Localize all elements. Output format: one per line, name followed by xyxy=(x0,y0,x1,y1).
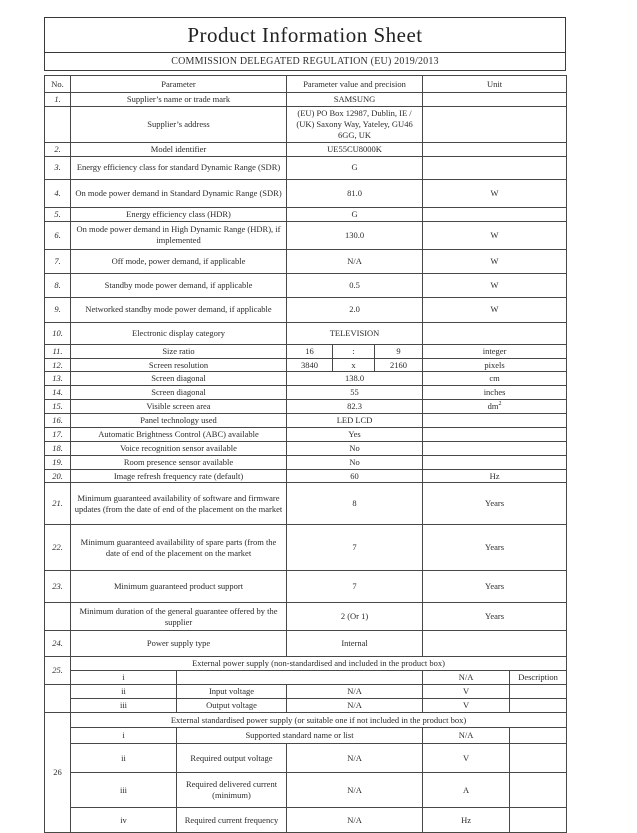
parameter-cell: On mode power demand in High Dynamic Range (HDR), if implemented xyxy=(71,221,287,249)
unit-cell: N/A xyxy=(423,728,510,744)
value-cell: 7 xyxy=(287,525,423,571)
row-no: 24. xyxy=(45,631,71,657)
unit-cell: cm xyxy=(423,372,567,386)
row-no: 21. xyxy=(45,483,71,525)
row-no: 22. xyxy=(45,525,71,571)
row-no: 7. xyxy=(45,249,71,273)
row-no: 23. xyxy=(45,571,71,603)
product-information-sheet xyxy=(44,17,566,833)
row-no: 25. xyxy=(45,657,71,685)
table-row xyxy=(45,142,567,156)
table-row xyxy=(45,483,567,525)
value-separator-cell: x xyxy=(333,358,375,372)
parameter-cell: Image refresh frequency rate (default) xyxy=(71,469,287,483)
parameter-cell: Automatic Brightness Control (ABC) available xyxy=(71,427,287,441)
regulation-banner: COMMISSION DELEGATED REGULATION (EU) 2019/2013 xyxy=(44,53,566,71)
table-row xyxy=(45,744,567,773)
value-cell: N/A xyxy=(287,808,423,833)
unit-cell xyxy=(423,441,567,455)
row-no: 20. xyxy=(45,469,71,483)
unit-cell: V xyxy=(423,699,510,713)
table-row xyxy=(45,455,567,469)
table-row xyxy=(45,344,567,358)
row-no xyxy=(45,685,71,713)
value-cell: N/A xyxy=(287,249,423,273)
unit-cell: W xyxy=(423,273,567,297)
parameter-cell: Standby mode power demand, if applicable xyxy=(71,273,287,297)
value-cell: 138.0 xyxy=(287,372,423,386)
value-cell: LED LCD xyxy=(287,414,423,428)
description-cell xyxy=(510,685,567,699)
value-cell: SAMSUNG xyxy=(287,93,423,107)
unit-cell: pixels xyxy=(423,358,567,372)
parameter-cell: Minimum guaranteed product support xyxy=(71,571,287,603)
table-row xyxy=(45,685,567,699)
description-header-cell: Description xyxy=(510,671,567,685)
table-row xyxy=(45,179,567,207)
row-no: 13. xyxy=(45,372,71,386)
section-25-header-row xyxy=(45,657,567,671)
parameter-cell: Electronic display category xyxy=(71,322,287,344)
roman-cell: ii xyxy=(71,744,177,773)
value-cell: 7 xyxy=(287,571,423,603)
row-no xyxy=(45,603,71,631)
table-row xyxy=(45,773,567,808)
value-part-cell: 2160 xyxy=(375,358,423,372)
value-cell: N/A xyxy=(287,744,423,773)
roman-cell: ii xyxy=(71,685,177,699)
roman-cell: iv xyxy=(71,808,177,833)
row-no: 2. xyxy=(45,142,71,156)
value-cell: N/A xyxy=(287,773,423,808)
unit-cell xyxy=(423,106,567,142)
parameter-cell: On mode power demand in Standard Dynamic Range (SDR) xyxy=(71,179,287,207)
parameter-cell: Screen diagonal xyxy=(71,372,287,386)
parameter-cell: Room presence sensor available xyxy=(71,455,287,469)
parameter-cell: Model identifier xyxy=(71,142,287,156)
table-row xyxy=(45,207,567,221)
unit-cell xyxy=(423,400,567,414)
row-no: 11. xyxy=(45,344,71,358)
table-row xyxy=(45,808,567,833)
column-header-value: Parameter value and precision xyxy=(287,76,423,93)
section-26-header-row xyxy=(45,713,567,728)
value-cell: N/A xyxy=(287,699,423,713)
unit-cell: integer xyxy=(423,344,567,358)
unit-cell: W xyxy=(423,297,567,322)
row-no: 19. xyxy=(45,455,71,469)
table-row xyxy=(45,297,567,322)
unit-superscript: 2 xyxy=(498,401,502,408)
unit-cell: Years xyxy=(423,483,567,525)
row-no: 12. xyxy=(45,358,71,372)
parameter-cell: Panel technology used xyxy=(71,414,287,428)
row-no: 16. xyxy=(45,414,71,428)
unit-cell xyxy=(423,142,567,156)
value-cell: UE55CU8000K xyxy=(287,142,423,156)
parameter-cell: Supplier’s name or trade mark xyxy=(71,93,287,107)
parameter-cell: Off mode, power demand, if applicable xyxy=(71,249,287,273)
value-separator-cell: : xyxy=(333,344,375,358)
unit-cell xyxy=(423,93,567,107)
value-cell: No xyxy=(287,441,423,455)
row-no: 14. xyxy=(45,386,71,400)
row-no: 5. xyxy=(45,207,71,221)
value-cell: Internal xyxy=(287,631,423,657)
table-row xyxy=(45,699,567,713)
value-cell: TELEVISION xyxy=(287,322,423,344)
unit-cell xyxy=(423,414,567,428)
table-row xyxy=(45,525,567,571)
unit-cell: N/A xyxy=(423,671,510,685)
table-row xyxy=(45,671,567,685)
page-title: Product Information Sheet xyxy=(44,17,566,53)
column-header-parameter: Parameter xyxy=(71,76,287,93)
table-row xyxy=(45,358,567,372)
unit-cell: W xyxy=(423,221,567,249)
unit-cell xyxy=(423,427,567,441)
unit-cell: inches xyxy=(423,386,567,400)
table-header-row xyxy=(45,76,567,93)
parameter-cell: Required current frequency xyxy=(177,808,287,833)
unit-cell: Years xyxy=(423,603,567,631)
value-cell: 81.0 xyxy=(287,179,423,207)
parameter-cell: Visible screen area xyxy=(71,400,287,414)
unit-cell: V xyxy=(423,744,510,773)
value-cell: 0.5 xyxy=(287,273,423,297)
unit-cell: W xyxy=(423,179,567,207)
parameter-cell: Voice recognition sensor available xyxy=(71,441,287,455)
parameter-cell: Supplier’s address xyxy=(71,106,287,142)
parameter-cell: Required output voltage xyxy=(177,744,287,773)
roman-cell: i xyxy=(71,671,177,685)
row-no xyxy=(45,106,71,142)
unit-cell: Hz xyxy=(423,469,567,483)
blank-cell xyxy=(177,671,423,685)
table-row xyxy=(45,386,567,400)
unit-cell xyxy=(423,455,567,469)
parameter-cell: Energy efficiency class (HDR) xyxy=(71,207,287,221)
section-header-cell: External standardised power supply (or suitable one if not included in the product box) xyxy=(71,713,567,728)
roman-cell: iii xyxy=(71,699,177,713)
unit-cell xyxy=(423,207,567,221)
row-no: 9. xyxy=(45,297,71,322)
value-cell: 55 xyxy=(287,386,423,400)
table-row xyxy=(45,273,567,297)
table-row xyxy=(45,93,567,107)
value-cell: 2 (Or 1) xyxy=(287,603,423,631)
description-cell xyxy=(510,699,567,713)
table-row xyxy=(45,106,567,142)
value-cell: G xyxy=(287,156,423,179)
value-cell: G xyxy=(287,207,423,221)
parameter-cell: Minimum guaranteed availability of spare parts (from the date of end of the placement on the market xyxy=(71,525,287,571)
unit-base: dm xyxy=(487,401,499,412)
parameter-cell: Size ratio xyxy=(71,344,287,358)
parameter-cell: Networked standby mode power demand, if applicable xyxy=(71,297,287,322)
value-part-cell: 3840 xyxy=(287,358,333,372)
row-no: 4. xyxy=(45,179,71,207)
row-no: 6. xyxy=(45,221,71,249)
row-no: 26 xyxy=(45,713,71,833)
table-row xyxy=(45,427,567,441)
parameter-cell: Input voltage xyxy=(177,685,287,699)
table-row xyxy=(45,322,567,344)
parameter-cell: Power supply type xyxy=(71,631,287,657)
value-cell: No xyxy=(287,455,423,469)
row-no: 8. xyxy=(45,273,71,297)
value-cell: 130.0 xyxy=(287,221,423,249)
row-no: 15. xyxy=(45,400,71,414)
value-cell: Yes xyxy=(287,427,423,441)
row-no: 10. xyxy=(45,322,71,344)
value-cell: 2.0 xyxy=(287,297,423,322)
product-info-table xyxy=(44,75,567,833)
value-cell: 60 xyxy=(287,469,423,483)
row-no: 3. xyxy=(45,156,71,179)
parameter-cell: Required delivered current (minimum) xyxy=(177,773,287,808)
unit-cell: Years xyxy=(423,571,567,603)
unit-cell xyxy=(423,322,567,344)
table-row xyxy=(45,571,567,603)
parameter-cell: Minimum duration of the general guarantee offered by the supplier xyxy=(71,603,287,631)
table-row xyxy=(45,469,567,483)
table-row xyxy=(45,400,567,414)
value-cell: 82.3 xyxy=(287,400,423,414)
table-row xyxy=(45,249,567,273)
table-row xyxy=(45,728,567,744)
value-cell: (EU) PO Box 12987, Dublin, IE / (UK) Saxony Way, Yateley, GU46 6GG, UK xyxy=(287,106,423,142)
value-cell: 8 xyxy=(287,483,423,525)
table-row xyxy=(45,221,567,249)
table-row xyxy=(45,414,567,428)
table-row xyxy=(45,156,567,179)
parameter-cell: Supported standard name or list xyxy=(177,728,423,744)
parameter-cell: Minimum guaranteed availability of software and firmware updates (from the date of end of the placement on the market xyxy=(71,483,287,525)
unit-cell: Hz xyxy=(423,808,510,833)
row-no: 1. xyxy=(45,93,71,107)
table-row xyxy=(45,372,567,386)
description-cell xyxy=(510,744,567,773)
unit-cell: V xyxy=(423,685,510,699)
parameter-cell: Screen diagonal xyxy=(71,386,287,400)
unit-cell: W xyxy=(423,249,567,273)
table-row xyxy=(45,441,567,455)
parameter-cell: Output voltage xyxy=(177,699,287,713)
column-header-unit: Unit xyxy=(423,76,567,93)
row-no: 18. xyxy=(45,441,71,455)
value-part-cell: 16 xyxy=(287,344,333,358)
unit-cell xyxy=(423,156,567,179)
description-cell xyxy=(510,728,567,744)
row-no: 17. xyxy=(45,427,71,441)
roman-cell: iii xyxy=(71,773,177,808)
unit-cell: A xyxy=(423,773,510,808)
roman-cell: i xyxy=(71,728,177,744)
table-row xyxy=(45,631,567,657)
description-cell xyxy=(510,808,567,833)
table-row xyxy=(45,603,567,631)
column-header-no: No. xyxy=(45,76,71,93)
value-cell: N/A xyxy=(287,685,423,699)
parameter-cell: Energy efficiency class for standard Dynamic Range (SDR) xyxy=(71,156,287,179)
description-cell xyxy=(510,773,567,808)
value-part-cell: 9 xyxy=(375,344,423,358)
section-header-cell: External power supply (non-standardised and included in the product box) xyxy=(71,657,567,671)
unit-cell: Years xyxy=(423,525,567,571)
parameter-cell: Screen resolution xyxy=(71,358,287,372)
unit-cell xyxy=(423,631,567,657)
